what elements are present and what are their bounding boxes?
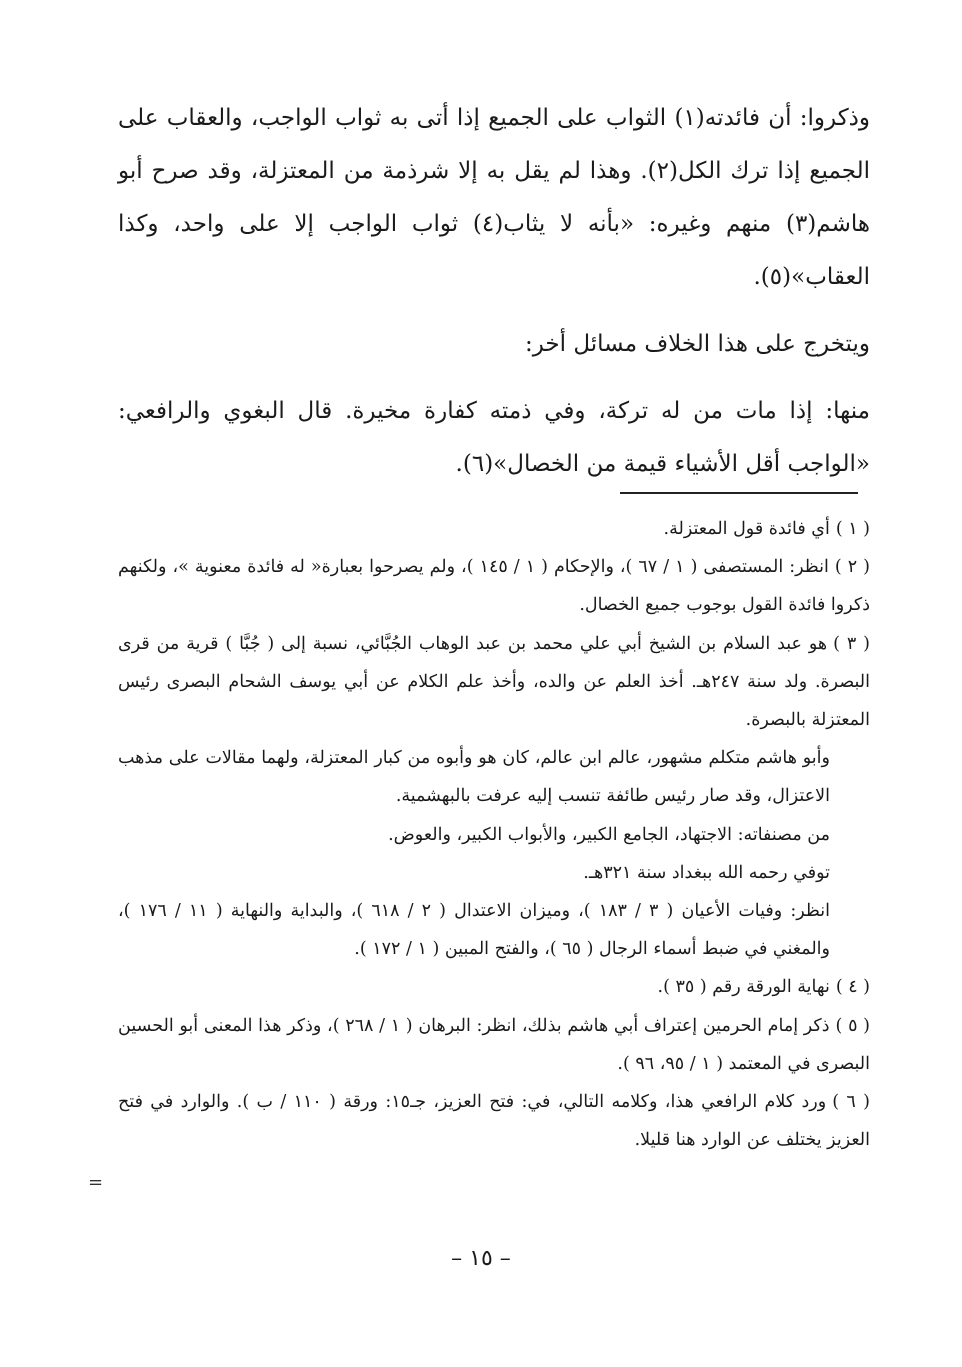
footnote-6: [118, 1083, 870, 1159]
footnote-text: ورد كلام الرافعي هذا، وكلامه التالي، في: فتح العزيز، جـ١٥: ورقة ( ١١٠ / ب ). والوارد في فتح العزيز يختلف عن الوارد هنا قليلا.: [118, 1092, 870, 1151]
footnote-3: [118, 625, 870, 740]
footnote-5: [118, 1007, 870, 1083]
footnote-number: ( ١ ): [835, 519, 870, 539]
footnote-number: ( ٥ ): [835, 1015, 871, 1036]
main-paragraph-2: ويتخرج على هذا الخلاف مسائل أخر:: [524, 331, 870, 357]
footnote-divider: [620, 492, 858, 494]
footnote-number: ( ٦ ): [832, 1092, 870, 1113]
footnotes: [118, 510, 870, 1159]
footnote-text: هو عبد السلام بن الشيخ أبي علي محمد بن عبد الوهاب الجُبَّائي، نسبة إلى ( جُبَّا ) قرية من قرى البصرة. ولد سنة ٢٤٧هـ. أخذ العلم عن والده، وأخذ علم الكلام عن أبي يوسف الشحام البصرى رئيس المعتزلة بالبصرة.: [118, 633, 870, 731]
margin-mark: =: [88, 1172, 104, 1193]
main-paragraph-3: منها: إذا مات من له تركة، وفي ذمته كفارة مخيرة. قال البغوي والرافعي: «الواجب أقل الأشياء قيمة من الخصال»(٦).: [118, 398, 870, 477]
footnote-text: انظر: المستصفى ( ١ / ٦٧ )، والإحكام ( ١ / ١٤٥ )، ولم يصرحوا بعبارة« له فائدة معنوية »، ولكنهم ذكروا فائدة القول بوجوب جميع الخصال.: [118, 557, 870, 616]
main-text: [118, 92, 870, 491]
page-number: – ١٥ –: [451, 1246, 511, 1271]
footnote-1: [118, 510, 870, 548]
footnote-2: [118, 548, 870, 624]
footnote-number: ( ٢ ): [834, 557, 870, 578]
footnote-3-sources: انظر: وفيات الأعيان ( ٣ / ١٨٣ )، وميزان الاعتدال ( ٢ / ٦١٨ )، والبداية والنهاية ( ١١ / ١٧٦ )، والمغني في ضبط أسماء الرجال ( ٦٥ )، والفتح المبين ( ١ / ١٧٢ ).: [118, 901, 830, 960]
footnote-text: أي فائدة قول المعتزلة.: [663, 519, 830, 539]
footnote-text: نهاية الورقة رقم ( ٣٥ ).: [657, 977, 830, 998]
footnote-3-continuation: وأبو هاشم متكلم مشهور، عالم ابن عالم، كان هو وأبوه من كبار المعتزلة، ولهما مقالات على مذهب الاعتزال، وقد صار رئيس طائفة تنسب إليه عرفت بالبهشمية.: [118, 748, 830, 807]
footnote-3-works: من مصنفاته: الاجتهاد، الجامع الكبير، والأبواب الكبير، والعوض.: [388, 824, 830, 845]
footnote-3-death: توفي رحمه الله ببغداد سنة ٣٢١هـ.: [583, 862, 830, 883]
main-paragraph-1: وذكروا: أن فائدته(١) الثواب على الجميع إذا أتى به ثواب الواجب، والعقاب على الجميع إذا ترك الكل(٢). وهذا لم يقل به إلا شرذمة من المعتزلة، وقد صرح أبو هاشم(٣) منهم وغيره: «بأنه لا يثاب(٤) ثواب الواجب إلا على واحد، وكذا العقاب»(٥).: [118, 105, 870, 290]
footnote-number: ( ٤ ): [835, 977, 870, 998]
footnote-text: ذكر إمام الحرمين إعتراف أبي هاشم بذلك، انظر: البرهان ( ١ / ٢٦٨ )، وذكر هذا المعنى أبو الحسين البصرى في المعتمد ( ١ / ٩٥، ٩٦ ).: [118, 1015, 870, 1074]
footnote-4: [118, 968, 870, 1006]
footnote-number: ( ٣ ): [833, 633, 870, 654]
